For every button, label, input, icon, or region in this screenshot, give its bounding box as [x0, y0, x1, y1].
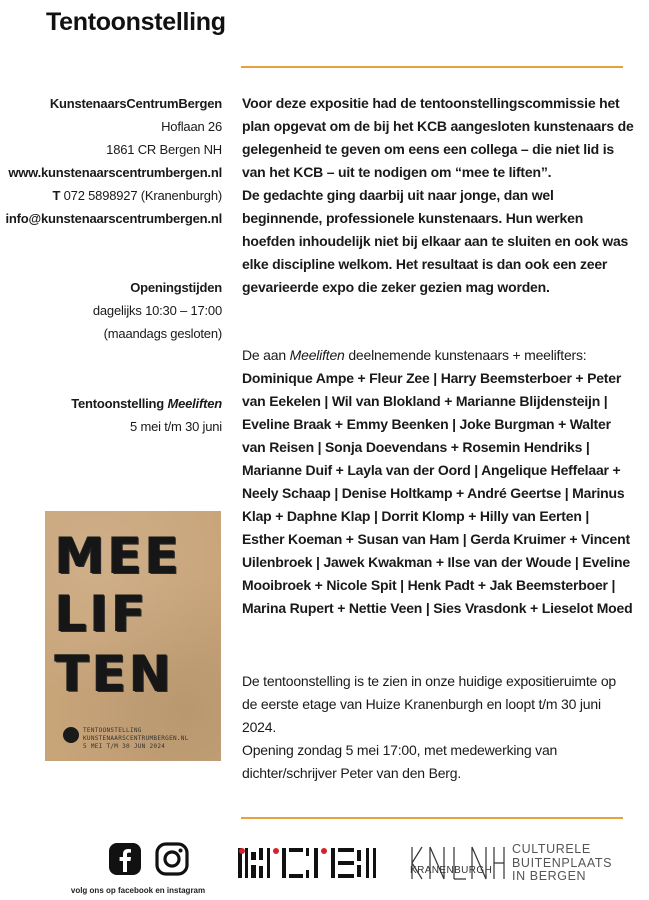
- city: 1861 CR Bergen NH: [106, 142, 222, 157]
- intro-text: [242, 92, 634, 299]
- kranenburgh-logo: [408, 843, 508, 883]
- org-name: KunstenaarsCentrumBergen: [49, 96, 222, 111]
- poster-logo-icon: [63, 727, 79, 743]
- participants-block: [242, 344, 634, 620]
- opening-hours: [93, 276, 222, 345]
- cult-line-1: CULTURELE: [512, 842, 591, 856]
- culturele-buitenplaats: [512, 843, 612, 884]
- street: Hoflaan 26: [161, 119, 222, 134]
- bottom-divider: [241, 817, 623, 819]
- instagram-icon[interactable]: [155, 842, 189, 876]
- poster-footer: [83, 727, 189, 751]
- kranenburgh-wordmark: KRANENBURGH: [410, 865, 493, 876]
- poster-word-1: MEE: [55, 527, 183, 585]
- participants-list: Dominique Ampe + Fleur Zee | Harry Beemsterboer + Peter van Eekelen | Wil van Blokland + Marianne Blijdensteijn | Eveline Braak + Emmy Beenken | Joke Burgman + Walter van Reisen | Sonja Doevendans + Rosemin Hendriks | Marianne Duif + Layla van der Oord | Angelique Heffelaar + Neely Schaap | Denise Holtkamp + André Geertse | Marinus Klap + Daphne Klap | Dorrit Klomp + Hilly van Eerten | Esther Koeman + Susan van Ham | Gerda Kruimer + Vincent Uilenbroek | Jawek Kwakman + Ilse van der Woude | Eveline Mooibroek + Nicole Spit | Henk Padt + Jak Beemsterboer | Marina Rupert + Nettie Veen | Sies Vrasdonk + Lieselot Moed: [242, 370, 633, 616]
- cult-line-3: IN BERGEN: [512, 869, 587, 883]
- exhibition-dates: 5 mei t/m 30 juni: [130, 419, 222, 434]
- lead-name: Meeliften: [289, 347, 345, 363]
- social-caption: volg ons op facebook en instagram: [70, 886, 206, 895]
- meeliften-poster: [45, 511, 221, 761]
- info-block: [242, 670, 634, 785]
- lead-suffix: deelnemende kunstenaars + meelifters:: [344, 347, 587, 363]
- website-link[interactable]: www.kunstenaarscentrumbergen.nl: [8, 165, 222, 180]
- lead-prefix: De aan: [242, 347, 290, 363]
- exhibition-heading: [71, 392, 222, 415]
- participants-lead: [242, 344, 634, 367]
- intro-paragraph-2: De gedachte ging daarbij uit naar jonge, dan wel beginnende, professionele kunstenaars. Hun werken hoefden inhoudelijk niet bij elkaar aan te sluiten en ook was elke discipline welkom. Het resultaat is dan ook een zeer gevarieerde expo die zeker gezien mag worden.: [242, 187, 629, 295]
- hours-line: dagelijks 10:30 – 17:00: [92, 303, 222, 318]
- intro-paragraph-1: Voor deze expositie had de tentoonstellingscommissie het plan opgevat om de bij het KCB aangesloten kunstenaars de gelegenheid te geven om eens een collega – die niet lid is van het KCB – uit te nodigen om “mee te liften”.: [242, 95, 634, 180]
- exhibition-block: [71, 392, 222, 438]
- info-paragraph-1: De tentoonstelling is te zien in onze huidige expositieruimte op de eerste etage van Huize Kranenburgh en loopt t/m 30 juni 2024.: [242, 673, 616, 735]
- kcb-logo: [236, 844, 394, 882]
- poster-foot-3: 5 MEI T/M 30 JUN 2024: [83, 743, 166, 750]
- exhibition-name: Meeliften: [167, 396, 222, 411]
- phone-line: [6, 184, 223, 207]
- info-paragraph-2: Opening zondag 5 mei 17:00, met medewerking van dichter/schrijver Peter van den Berg.: [242, 742, 558, 781]
- phone-number: 072 5898927 (Kranenburgh): [63, 188, 222, 203]
- hours-heading: Openingstijden: [130, 280, 222, 295]
- cult-line-2: BUITENPLAATS: [512, 855, 613, 870]
- poster-word-2: LIF: [55, 585, 149, 643]
- exhibition-heading-prefix: Tentoonstelling: [71, 396, 168, 411]
- poster-foot-1: TENTOONSTELLING: [83, 727, 142, 734]
- poster-word-3: TEN: [55, 645, 175, 703]
- contact-block: [6, 92, 223, 230]
- phone-label: T: [52, 188, 61, 203]
- hours-closed: (maandags gesloten): [103, 326, 222, 341]
- poster-foot-2: KUNSTENAARSCENTRUMBERGEN.NL: [83, 735, 189, 742]
- facebook-icon[interactable]: [108, 842, 142, 876]
- email-link[interactable]: info@kunstenaarscentrumbergen.nl: [5, 211, 222, 226]
- page-title: Tentoonstelling: [46, 8, 226, 36]
- top-divider: [241, 66, 623, 68]
